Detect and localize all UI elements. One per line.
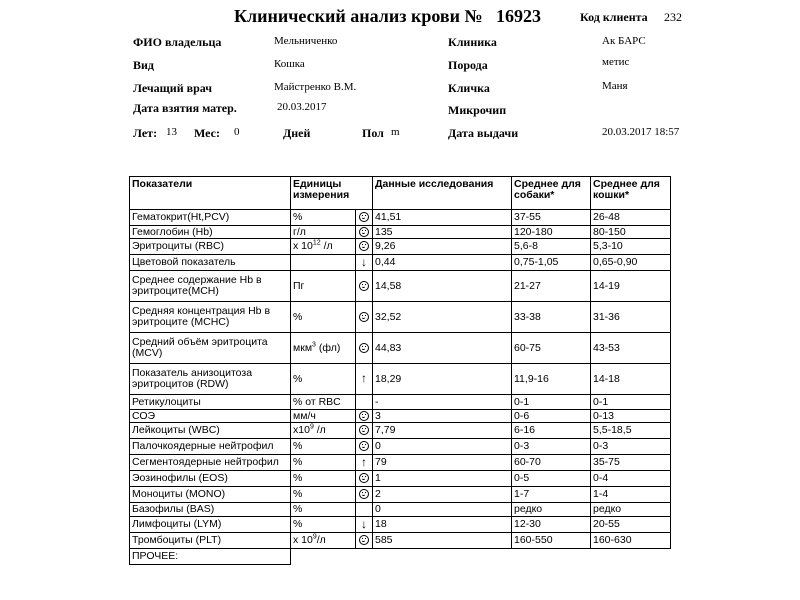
table-row [130,439,671,455]
indicator-unit [291,439,356,455]
status-indicator-cell [356,533,373,549]
cat-reference: 35-75 [591,455,671,471]
indicator-name: Лимфоциты (LYM) [130,517,291,533]
cat-reference: 20-55 [591,517,671,533]
unit-base: Пг [293,279,305,292]
dog-reference: 1-7 [512,487,591,503]
result-value: 0 [373,503,512,517]
dog-reference: 160-550 [512,533,591,549]
unit-base: % [293,503,303,515]
cat-reference: 80-150 [591,226,671,239]
dog-reference: 5,6-8 [512,239,591,255]
indicator-name: Базофилы (BAS) [130,503,291,517]
sample-date-label: Дата взятия матер. [133,101,237,115]
result-value: - [373,395,512,410]
table-header-row [130,177,671,210]
status-indicator-cell [356,255,373,271]
sex-label: Пол [362,126,384,140]
dog-reference: 0-5 [512,471,591,487]
indicator-name: Гематокрит(Ht,PCV) [130,210,291,226]
cat-reference: 26-48 [591,210,671,226]
table-row [130,271,671,302]
unit-suffix: /л [320,240,333,252]
cat-reference: 1-4 [591,487,671,503]
result-value: 2 [373,487,512,503]
result-value: 9,26 [373,239,512,255]
indicator-unit [291,255,356,271]
unit-base: х 10 [293,240,313,252]
status-indicator-cell [356,455,373,471]
dog-reference: 0,75-1,05 [512,255,591,271]
header-result: Данные исследования [373,177,512,210]
cat-reference: 14-19 [591,271,671,302]
dog-reference: 11,9-16 [512,364,591,395]
unit-base: % [293,518,303,530]
unit-base: % от RBC [293,395,341,408]
dog-reference: 120-180 [512,226,591,239]
microchip-label: Микрочип [448,103,507,117]
result-value: 41,51 [373,210,512,226]
indicator-name: СОЭ [130,410,291,423]
status-indicator-cell [356,271,373,302]
header-dog: Среднее для собаки* [512,177,591,210]
indicator-unit [291,455,356,471]
header-cat: Среднее для кошки* [591,177,671,210]
header-indicator: Показатели [130,177,291,210]
indicator-unit [291,333,356,364]
months-value: 0 [234,126,240,138]
unit-suffix: /л [316,534,326,546]
dog-reference: 60-75 [512,333,591,364]
smiley-normal-icon [359,227,369,237]
indicator-name: Сегментоядерные нейтрофил [130,455,291,471]
smiley-normal-icon [359,535,369,545]
unit-base: г/л [293,225,306,238]
unit-base: х10 [293,424,310,436]
client-code-label: Код клиента [580,10,648,24]
smiley-normal-icon [359,425,369,435]
status-indicator-cell [356,210,373,226]
unit-base: мм/ч [293,409,316,422]
owner-value: Мельниченко [274,35,338,47]
table-row [130,410,671,423]
result-value: 135 [373,226,512,239]
result-value: 14,58 [373,271,512,302]
result-value: 1 [373,471,512,487]
cat-reference: 5,5-18,5 [591,423,671,439]
unit-suffix: /л [313,424,326,436]
years-label: Лет: [133,126,158,140]
cat-reference: 0-13 [591,410,671,423]
status-indicator-cell [356,423,373,439]
result-value: 0 [373,439,512,455]
unit-base: % [293,472,303,484]
cat-reference: 0-1 [591,395,671,410]
report-title: Клинический анализ крови № [234,6,483,26]
indicator-name: Эозинофилы (EOS) [130,471,291,487]
status-indicator-cell [356,487,373,503]
report-number: 16923 [496,6,541,26]
indicator-name: Цветовой показатель [130,255,291,271]
smiley-normal-icon [359,312,369,322]
cat-reference: 0-3 [591,439,671,455]
cat-reference: редко [591,503,671,517]
indicator-unit [291,487,356,503]
table-row [130,255,671,271]
dog-reference: 6-16 [512,423,591,439]
results-table [129,176,671,565]
dog-reference: 0-1 [512,395,591,410]
table-row [130,302,671,333]
owner-label: ФИО владельца [133,35,222,49]
status-indicator-cell [356,226,373,239]
result-value: 7,79 [373,423,512,439]
indicator-unit [291,395,356,410]
indicator-unit [291,517,356,533]
cat-reference: 43-53 [591,333,671,364]
unit-base: х 10 [293,534,313,546]
result-value: 0,44 [373,255,512,271]
table-row [130,226,671,239]
indicator-name: Эритроциты (RBC) [130,239,291,255]
table-row [130,395,671,410]
indicator-unit [291,423,356,439]
dog-reference: 0-3 [512,439,591,455]
years-value: 13 [166,126,177,138]
dog-reference: редко [512,503,591,517]
unit-base: % [293,211,303,223]
indicator-name: Ретикулоциты [130,395,291,410]
unit-base: % [293,456,303,468]
smiley-normal-icon [359,411,369,421]
table-row [130,517,671,533]
arrow-down-icon: ↓ [361,516,367,531]
cat-reference: 14-18 [591,364,671,395]
smiley-normal-icon [359,441,369,451]
cat-reference: 5,3-10 [591,239,671,255]
clinic-value: Ак БАРС [602,35,646,47]
indicator-name: Моноциты (MONO) [130,487,291,503]
status-indicator-cell [356,333,373,364]
indicator-unit [291,503,356,517]
indicator-name: Палочкоядерные нейтрофил [130,439,291,455]
nickname-label: Кличка [448,81,490,95]
result-value: 18 [373,517,512,533]
species-label: Вид [133,58,154,72]
indicator-unit [291,239,356,255]
smiley-normal-icon [359,241,369,251]
smiley-normal-icon [359,212,369,222]
indicator-name: Среднее содержание Hb в эритроците(MCH) [130,271,291,302]
days-label: Дней [283,126,311,140]
smiley-normal-icon [359,281,369,291]
result-value: 44,83 [373,333,512,364]
table-row [130,210,671,226]
status-indicator-cell [356,239,373,255]
indicator-name: Показатель анизоцитоза эритроцитов (RDW) [130,364,291,395]
table-row [130,333,671,364]
result-value: 585 [373,533,512,549]
breed-label: Порода [448,58,488,72]
table-row [130,455,671,471]
table-row [130,487,671,503]
indicator-unit [291,533,356,549]
doctor-label: Лечащий врач [133,81,213,95]
dog-reference: 0-6 [512,410,591,423]
indicator-name: Лейкоциты (WBC) [130,423,291,439]
smiley-normal-icon [359,343,369,353]
dog-reference: 33-38 [512,302,591,333]
unit-exponent: 9 [312,533,317,541]
table-row [130,503,671,517]
issue-date-value: 20.03.2017 18:57 [602,126,680,138]
nickname-value: Маня [602,80,628,92]
client-code-value: 232 [664,10,682,24]
indicator-name: Тромбоциты (PLT) [130,533,291,549]
table-row [130,364,671,395]
issue-date-label: Дата выдачи [448,126,519,140]
status-indicator-cell [356,471,373,487]
indicator-unit [291,271,356,302]
indicator-name: Средняя концентрация Hb в эритроците (MCHC) [130,302,291,333]
result-value: 79 [373,455,512,471]
table-row [130,471,671,487]
unit-base: % [293,440,303,452]
species-value: Кошка [274,58,305,70]
sex-value: m [391,126,400,138]
table-row [130,239,671,255]
months-label: Мес: [194,126,220,140]
status-indicator-cell [356,395,373,410]
doctor-value: Майстренко В.М. [274,81,357,93]
arrow-up-icon: ↑ [361,371,367,385]
dog-reference: 12-30 [512,517,591,533]
unit-base: % [293,310,303,323]
unit-exponent: 3 [312,341,316,348]
unit-exponent: 9 [309,423,314,431]
sample-date-value: 20.03.2017 [277,101,327,113]
indicator-name: Гемоглобин (Hb) [130,226,291,239]
result-value: 3 [373,410,512,423]
unit-base: % [293,372,303,385]
table-row [130,423,671,439]
dog-reference: 37-55 [512,210,591,226]
cat-reference: 0-4 [591,471,671,487]
status-indicator-cell [356,302,373,333]
cat-reference: 0,65-0,90 [591,255,671,271]
result-value: 18,29 [373,364,512,395]
unit-base: % [293,488,303,500]
indicator-unit [291,302,356,333]
result-value: 32,52 [373,302,512,333]
indicator-unit [291,471,356,487]
cat-reference: 160-630 [591,533,671,549]
smiley-normal-icon [359,473,369,483]
indicator-unit [291,210,356,226]
dog-reference: 60-70 [512,455,591,471]
unit-suffix: (фл) [315,341,341,354]
status-indicator-cell [356,517,373,533]
unit-base: мкм [293,341,313,354]
other-label: ПРОЧЕЕ: [130,549,291,565]
dog-reference: 21-27 [512,271,591,302]
indicator-unit [291,226,356,239]
status-indicator-cell [356,503,373,517]
status-indicator-cell [356,410,373,423]
arrow-down-icon: ↓ [361,254,367,269]
clinic-label: Клиника [448,35,497,49]
cat-reference: 31-36 [591,302,671,333]
smiley-normal-icon [359,489,369,499]
indicator-name: Средний объём эритроцита (MCV) [130,333,291,364]
table-row [130,533,671,549]
indicator-unit [291,410,356,423]
other-row [130,549,671,565]
indicator-unit [291,364,356,395]
arrow-up-icon: ↑ [361,454,367,469]
breed-value: метис [602,56,630,68]
status-indicator-cell [356,439,373,455]
header-units: Единицы измерения [291,177,373,210]
unit-exponent: 12 [312,239,321,247]
status-indicator-cell [356,364,373,395]
